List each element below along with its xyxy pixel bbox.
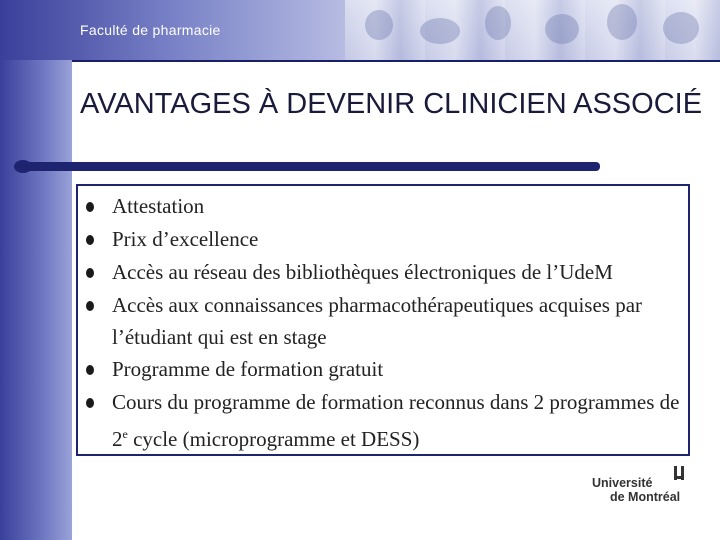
bullet-icon [86, 268, 94, 278]
logo-mark-icon [672, 466, 688, 490]
list-item-text-part: Cours du programme de formation reconnus dans 2 programmes de 2 [112, 390, 680, 451]
left-color-band [0, 0, 72, 540]
title-rule [20, 162, 600, 171]
logo-line-2: de Montréal [610, 490, 681, 504]
bullet-icon [86, 301, 94, 311]
list-item-text: Attestation [112, 194, 205, 218]
bullet-icon [86, 365, 94, 375]
list-item [86, 223, 686, 256]
list-item-text: Programme de formation gratuit [112, 357, 384, 381]
benefits-list [86, 190, 686, 455]
list-item [86, 190, 686, 223]
universite-de-montreal-logo [592, 466, 692, 506]
list-item-text: Accès au réseau des bibliothèques électroniques de l’UdeM [112, 260, 613, 284]
logo-line-1: Université [592, 476, 653, 490]
list-item [86, 353, 686, 386]
header-photo-collage [345, 0, 720, 60]
list-item-text-part: cycle (microprogramme et DESS) [127, 427, 420, 451]
bullet-icon [86, 398, 94, 408]
list-item-text [112, 386, 686, 455]
faculty-name: Faculté de pharmacie [80, 22, 221, 38]
list-item [86, 289, 686, 353]
bullet-icon [86, 202, 94, 212]
bullet-icon [86, 235, 94, 245]
header-divider [72, 60, 720, 62]
superscript: e [122, 427, 128, 441]
list-item [86, 386, 686, 455]
list-item-text: Prix d’excellence [112, 227, 259, 251]
list-item-text: Accès aux connaissances pharmacothérapeutiques acquises par l’étudiant qui est en stage [112, 293, 643, 349]
list-item [86, 256, 686, 289]
slide-title: AVANTAGES À DEVENIR CLINICIEN ASSOCIÉ [80, 88, 703, 120]
